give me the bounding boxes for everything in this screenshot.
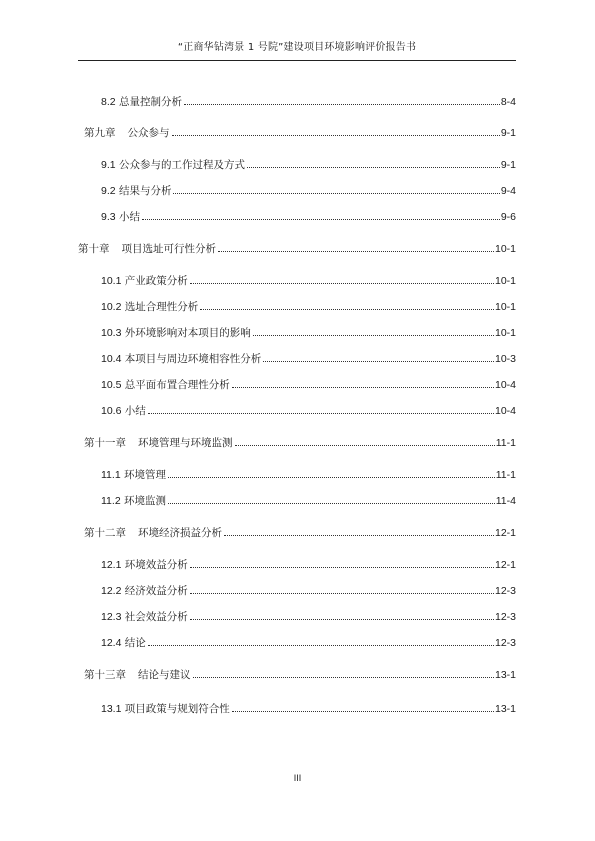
toc-chapter-10[interactable] [78, 242, 516, 256]
entry-page: 10-1 [494, 327, 516, 339]
entry-title: 项目政策与规划符合性 [124, 703, 230, 715]
entry-title: 选址合理性分析 [124, 301, 199, 313]
entry-page: 8-4 [500, 96, 516, 108]
chapter-number: 第十章 [78, 243, 110, 255]
toc-entry-10-1[interactable] [101, 274, 516, 288]
entry-number: 8.2 [101, 96, 116, 108]
toc-entry-9-2[interactable] [101, 184, 516, 198]
toc-entry-10-3[interactable] [101, 326, 516, 340]
entry-number: 10.4 [101, 353, 122, 365]
entry-title: 本项目与周边环境相容性分析 [124, 353, 262, 365]
toc-entry-12-4[interactable] [101, 636, 516, 650]
toc-entry-10-5[interactable] [101, 378, 516, 392]
entry-title: 结果与分析 [118, 185, 172, 197]
toc-entry-10-6[interactable] [101, 404, 516, 418]
entry-number: 10.2 [101, 301, 122, 313]
toc-chapter-9[interactable] [84, 126, 516, 140]
chapter-title: 环境管理与环境监测 [138, 437, 233, 449]
dot-leader [224, 535, 494, 536]
entry-page: 9-6 [500, 211, 516, 223]
entry-number: 9.2 [101, 185, 116, 197]
dot-leader [263, 361, 494, 362]
dot-leader [232, 711, 494, 712]
entry-number: 12.1 [101, 559, 122, 571]
entry-title: 环境监测 [124, 495, 167, 507]
chapter-number: 第十三章 [84, 669, 126, 681]
entry-title: 社会效益分析 [124, 611, 188, 623]
chapter-title: 环境经济损益分析 [138, 527, 222, 539]
entry-title: 公众参与的工作过程及方式 [118, 159, 245, 171]
entry-page: 9-1 [500, 127, 516, 139]
dot-leader [190, 619, 494, 620]
chapter-number: 第九章 [84, 127, 116, 139]
entry-title: 产业政策分析 [124, 275, 188, 287]
toc-chapter-12[interactable] [84, 526, 516, 540]
chapter-number: 第十二章 [84, 527, 126, 539]
entry-number: 12.2 [101, 585, 122, 597]
entry-page: 13-1 [494, 703, 516, 715]
entry-title: 总平面布置合理性分析 [124, 379, 230, 391]
dot-leader [148, 413, 494, 414]
entry-number: 13.1 [101, 703, 122, 715]
dot-leader [253, 335, 494, 336]
entry-page: 12-3 [494, 637, 516, 649]
entry-title: 经济效益分析 [124, 585, 188, 597]
entry-number: 9.1 [101, 159, 116, 171]
dot-leader [184, 104, 500, 105]
document-header: “正商华钻湾景 1 号院”建设项目环境影响评价报告书 [177, 42, 417, 53]
entry-page: 12-3 [494, 585, 516, 597]
entry-number: 10.6 [101, 405, 122, 417]
entry-page: 11-1 [495, 437, 516, 449]
chapter-number: 第十一章 [84, 437, 126, 449]
entry-page: 13-1 [494, 669, 516, 681]
entry-number: 11.1 [101, 469, 121, 481]
dot-leader [190, 283, 494, 284]
entry-page: 10-1 [494, 243, 516, 255]
toc-entry-12-1[interactable] [101, 558, 516, 572]
entry-number: 10.1 [101, 275, 122, 287]
dot-leader [218, 251, 494, 252]
entry-number: 11.2 [101, 495, 121, 507]
toc-entry-11-1[interactable] [101, 468, 516, 482]
entry-page: 11-1 [495, 469, 516, 481]
dot-leader [190, 567, 494, 568]
toc-entry-8-2[interactable] [101, 95, 516, 109]
entry-page: 12-1 [494, 559, 516, 571]
dot-leader [232, 387, 494, 388]
entry-number: 10.3 [101, 327, 122, 339]
toc-chapter-13[interactable] [84, 668, 516, 682]
toc-entry-12-2[interactable] [101, 584, 516, 598]
dot-leader [190, 593, 494, 594]
dot-leader [247, 167, 500, 168]
entry-page: 10-4 [494, 405, 516, 417]
entry-page: 10-1 [494, 301, 516, 313]
entry-title: 总量控制分析 [118, 96, 182, 108]
dot-leader [168, 503, 495, 504]
entry-page: 11-4 [495, 495, 516, 507]
entry-page: 10-4 [494, 379, 516, 391]
toc-entry-12-3[interactable] [101, 610, 516, 624]
entry-page: 9-4 [500, 185, 516, 197]
dot-leader [193, 677, 494, 678]
dot-leader [168, 477, 495, 478]
entry-page: 10-1 [494, 275, 516, 287]
toc-entry-9-3[interactable] [101, 210, 516, 224]
dot-leader [148, 645, 494, 646]
entry-number: 10.5 [101, 379, 122, 391]
toc-entry-11-2[interactable] [101, 494, 516, 508]
entry-title: 环境管理 [124, 469, 167, 481]
entry-number: 12.4 [101, 637, 122, 649]
chapter-title: 项目选址可行性分析 [121, 243, 216, 255]
dot-leader [235, 445, 495, 446]
dot-leader [142, 219, 500, 220]
entry-number: 9.3 [101, 211, 116, 223]
entry-title: 结论 [124, 637, 146, 649]
entry-title: 小结 [118, 211, 140, 223]
page-number: III [293, 773, 302, 783]
toc-entry-10-2[interactable] [101, 300, 516, 314]
entry-page: 12-1 [494, 527, 516, 539]
toc-chapter-11[interactable] [84, 436, 516, 450]
dot-leader [173, 193, 499, 194]
entry-title: 小结 [124, 405, 146, 417]
chapter-title: 结论与建议 [138, 669, 191, 681]
entry-number: 12.3 [101, 611, 122, 623]
chapter-title: 公众参与 [127, 127, 170, 139]
entry-title: 外环境影响对本项目的影响 [124, 327, 251, 339]
toc-entry-13-1[interactable] [101, 702, 516, 716]
entry-page: 10-3 [494, 353, 516, 365]
entry-page: 12-3 [494, 611, 516, 623]
toc-entry-10-4[interactable] [101, 352, 516, 366]
entry-title: 环境效益分析 [124, 559, 188, 571]
toc-entry-9-1[interactable] [101, 158, 516, 172]
dot-leader [200, 309, 494, 310]
entry-page: 9-1 [500, 159, 516, 171]
dot-leader [172, 135, 500, 136]
